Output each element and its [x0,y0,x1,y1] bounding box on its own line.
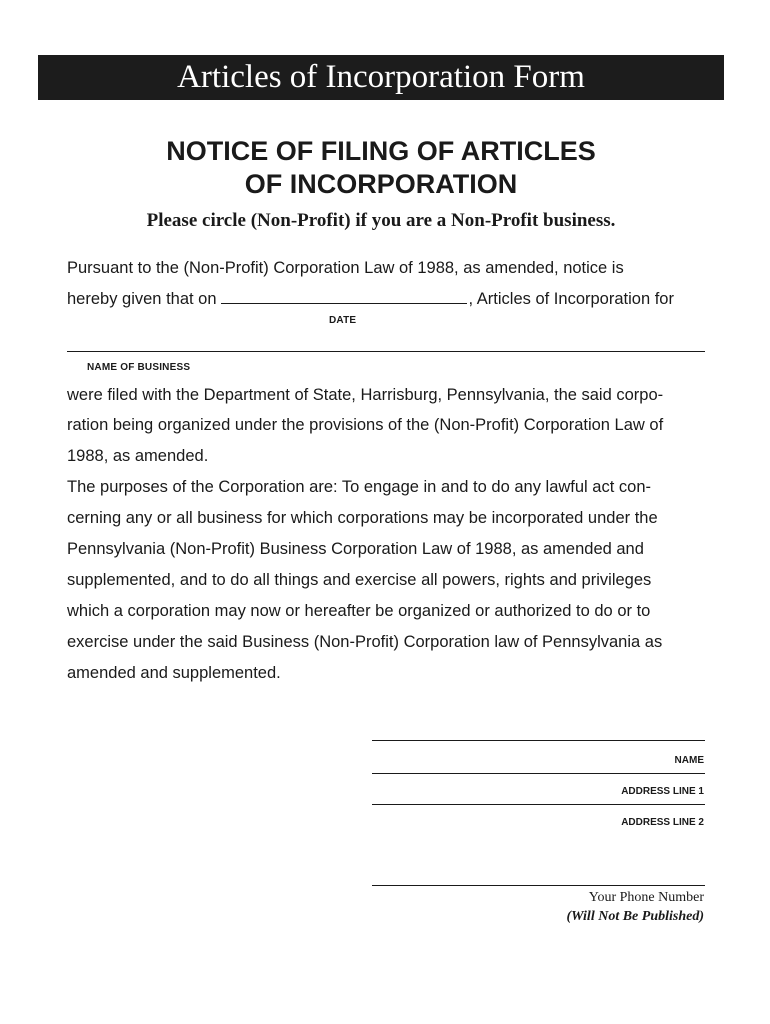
form-title-banner: Articles of Incorporation Form [38,55,724,100]
phone-note: (Will Not Be Published) [566,909,704,924]
paragraph1-line2-start: hereby given that on [67,290,217,308]
paragraph2-line3: 1988, as amended. [67,447,209,465]
phone-label: Your Phone Number [588,890,704,905]
address-line2-label: ADDRESS LINE 2 [621,817,704,828]
phone-field[interactable] [372,885,705,886]
date-label: DATE [329,315,357,326]
paragraph3-line5: which a corporation may now or hereafter be organized or authorized to do or to [67,602,651,620]
paragraph3-line2: cerning any or all business for which corporations may be incorporated under the [67,509,658,527]
non-profit-instruction: Please circle (Non-Profit) if you are a Non-Profit business. [146,210,616,231]
paragraph3-line3: Pennsylvania (Non-Profit) Business Corporation Law of 1988, as amended and [67,540,644,558]
address-line1-label: ADDRESS LINE 1 [621,786,704,797]
address-line2-field[interactable] [372,804,705,805]
notice-heading-line1: NOTICE OF FILING OF ARTICLES [166,136,596,166]
business-name-field[interactable] [67,351,705,352]
paragraph2-line2: ration being organized under the provisions of the (Non-Profit) Corporation Law of [67,416,664,434]
paragraph1-line1: Pursuant to the (Non-Profit) Corporation Law of 1988, as amended, notice is [67,259,624,277]
paragraph1-line2-end: , Articles of Incorporation for [468,290,674,308]
paragraph3-line1: The purposes of the Corporation are: To engage in and to do any lawful act con- [67,478,651,496]
paragraph1-line2 [67,287,707,310]
address-line1-field[interactable] [372,773,705,774]
paragraph2-line1: were filed with the Department of State, Harrisburg, Pennsylvania, the said corpo- [67,386,664,404]
notice-heading-line2: OF INCORPORATION [244,169,518,199]
paragraph3-line4: supplemented, and to do all things and exercise all powers, rights and privileges [67,571,652,589]
date-field[interactable] [221,287,467,304]
business-name-label: NAME OF BUSINESS [87,362,191,373]
name-label: NAME [674,755,704,766]
paragraph3-line6: exercise under the said Business (Non-Profit) Corporation law of Pennsylvania as [67,633,663,651]
name-field[interactable] [372,740,705,741]
paragraph3-line7: amended and supplemented. [67,664,281,682]
